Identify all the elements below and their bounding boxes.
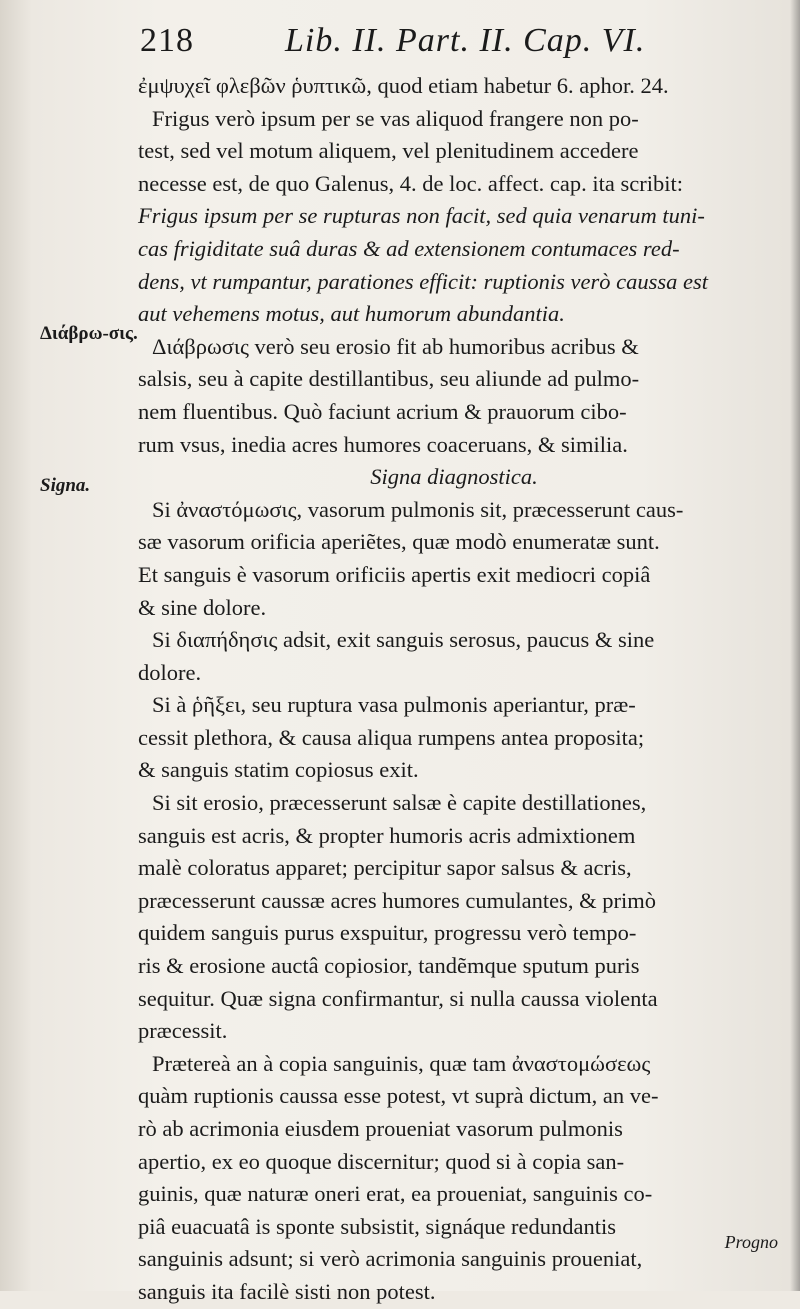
text-line: Prætereà an à copia sanguinis, quæ tam ἀναστομώσεως [152,1050,651,1076]
text-body [138,70,770,1309]
text-line: piâ euacuatâ is sponte subsistit, signáque redundantis [138,1213,617,1239]
running-title: Lib. II. Part. II. Cap. VI. [285,22,646,59]
page-number: 218 [140,22,194,59]
page-edge-shadow [790,0,800,1291]
text-line: rò ab acrimonia eiusdem proueniat vasorum pulmonis [138,1116,623,1141]
text-line: test, sed vel motum aliquem, vel plenitudinem accedere [138,138,639,164]
text-line-italic: dens, vt rumpantur, parationes efficit: ruptionis verò caussa est [138,268,708,294]
text-line: præcesserunt caussæ acres humores cumulantes, & primò [138,887,656,913]
text-line-italic: Frigus ipsum per se rupturas non facit, sed quia venarum tuni- [138,203,705,229]
catchword: Progno [724,1232,778,1252]
text-line: Et sanguis è vasorum orificiis apertis exit mediocri copiâ [138,561,651,587]
text-line: præcessit. [138,1018,228,1044]
text-line-italic: aut vehemens motus, aut humorum abundantia. [138,301,565,327]
text-line: apertio, ex eo quoque discernitur; quod si à copia san- [138,1148,625,1174]
text-line: ris & erosione auctâ copiosior, tandẽmque sputum puris [138,953,640,979]
text-line: guinis, quæ naturæ oneri erat, ea proueniat, sanguinis co- [138,1181,653,1207]
text-line: malè coloratus apparet; percipitur sapor salsus & acris, [138,855,632,881]
text-line: sanguis est acris, & propter humoris acris admixtionem [138,822,636,848]
margin-note-signa: Signa. [40,475,91,496]
text-line: quàm ruptionis caussa esse potest, vt suprà dictum, an ve- [138,1083,659,1109]
text-line: Διάβρωσις verò seu erosio fit ab humoribus acribus & [152,333,639,359]
text-line: & sine dolore. [138,594,267,620]
text-line: sæ vasorum orificia aperiẽtes, quæ modò enumeratæ sunt. [138,529,660,555]
text-line: nem fluentibus. Quò faciunt acrium & prauorum cibo- [138,398,627,424]
text-line: Si à ῥῆξει, seu ruptura vasa pulmonis aperiantur, præ- [152,692,636,718]
text-line: quidem sanguis purus exspuitur, progressu verò tempo- [138,920,637,946]
text-line: rum vsus, inedia acres humores coaceruans, & similia. [138,431,628,457]
margin-note-diabrosis: Διάβρω-σις. [40,323,138,344]
text-line: Si sit erosio, præcesserunt salsæ è capite destillationes, [152,790,647,816]
text-line: Si διαπήδησις adsit, exit sanguis serosus, paucus & sine [152,627,655,653]
section-heading: Signa diagnostica. [370,464,538,490]
text-line-italic: cas frigiditate suâ duras & ad extensionem contumaces red- [138,235,680,261]
text-line: sanguinis adsunt; si verò acrimonia sanguinis proueniat, [138,1246,643,1272]
text-line: sanguis ita facilè sisti non potest. [138,1278,436,1304]
text-line: necesse est, de quo Galenus, 4. de loc. affect. cap. ita scribit: [138,170,684,196]
text-line: & sanguis statim copiosus exit. [138,757,419,783]
text-line: dolore. [138,659,202,685]
text-line: Si ἀναστόμωσις, vasorum pulmonis sit, præcesserunt caus- [152,496,684,522]
text-line: salsis, seu à capite destillantibus, seu aliunde ad pulmo- [138,366,640,392]
text-line: sequitur. Quæ signa confirmantur, si nulla caussa violenta [138,985,658,1011]
running-header [140,22,700,72]
text-line: ἐμψυχεῖ φλεβῶν ῥυπτικῶ, quod etiam habetur 6. aphor. 24. [138,73,669,98]
text-line: cessit plethora, & causa aliqua rumpens antea proposita; [138,724,645,750]
text-line: Frigus verò ipsum per se vas aliquod frangere non po- [152,105,639,131]
